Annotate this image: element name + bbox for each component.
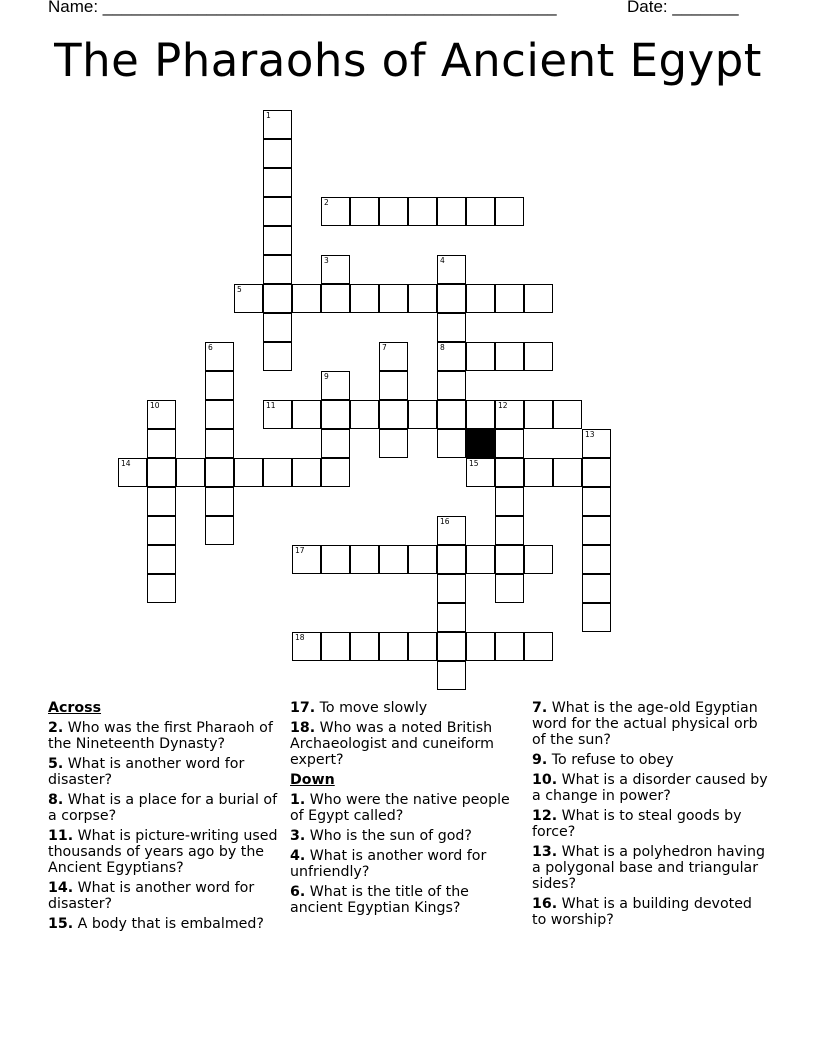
crossword-cell[interactable]	[205, 458, 234, 487]
across-heading: Across	[48, 700, 102, 716]
crossword-cell[interactable]	[263, 284, 292, 313]
crossword-cell[interactable]	[495, 429, 524, 458]
crossword-cell[interactable]	[147, 545, 176, 574]
crossword-cell[interactable]	[582, 574, 611, 603]
crossword-cell[interactable]	[437, 371, 466, 400]
clue-number: 10	[150, 401, 160, 410]
clue-item-number: 8.	[48, 792, 64, 808]
clue-item-number: 12.	[532, 808, 558, 824]
crossword-cell[interactable]	[437, 197, 466, 226]
crossword-cell[interactable]	[321, 545, 350, 574]
crossword-cell[interactable]	[582, 545, 611, 574]
crossword-cell[interactable]	[408, 545, 437, 574]
crossword-cell[interactable]	[263, 342, 292, 371]
crossword-cell[interactable]	[524, 632, 553, 661]
clue-item	[48, 828, 284, 876]
clue-number: 5	[237, 285, 242, 294]
crossword-cell[interactable]	[466, 284, 495, 313]
clue-item-text: What is a place for a burial of a corpse?	[48, 792, 278, 824]
clue-item-text: What is picture-writing used thousands of years ago by the Ancient Egyptians?	[48, 828, 278, 876]
clue-item-number: 11.	[48, 828, 74, 844]
crossword-cell[interactable]	[437, 313, 466, 342]
crossword-cell[interactable]	[350, 197, 379, 226]
clue-item-number: 2.	[48, 720, 64, 736]
crossword-cell[interactable]	[350, 632, 379, 661]
crossword-cell[interactable]	[350, 284, 379, 313]
clue-item	[48, 792, 284, 824]
crossword-cell[interactable]	[234, 458, 263, 487]
page-title: The Pharaohs of Ancient Egypt	[54, 34, 762, 87]
crossword-cell[interactable]	[292, 632, 321, 661]
crossword-cell[interactable]	[205, 516, 234, 545]
crossword-cell[interactable]	[118, 458, 147, 487]
crossword-cell[interactable]	[495, 516, 524, 545]
clue-item-text: What is another word for unfriendly?	[290, 848, 487, 880]
crossword-cell[interactable]	[437, 342, 466, 371]
crossword-cell[interactable]	[495, 342, 524, 371]
crossword-cell[interactable]	[466, 632, 495, 661]
clue-number: 15	[469, 459, 479, 468]
clue-item-number: 14.	[48, 880, 74, 896]
clue-item	[532, 844, 768, 892]
clue-number: 3	[324, 256, 329, 265]
clue-number: 7	[382, 343, 387, 352]
crossword-cell[interactable]	[495, 487, 524, 516]
crossword-cell[interactable]	[379, 342, 408, 371]
clue-item	[532, 772, 768, 804]
crossword-cell[interactable]	[524, 458, 553, 487]
crossword-cell[interactable]	[205, 371, 234, 400]
clues-column-1	[48, 700, 284, 936]
clue-number: 1	[266, 111, 271, 120]
clue-item	[48, 880, 284, 912]
clue-item-text: What is to steal goods by force?	[532, 808, 742, 840]
clue-item	[290, 884, 526, 916]
crossword-cell[interactable]	[437, 574, 466, 603]
crossword-cell[interactable]	[350, 400, 379, 429]
clue-number: 16	[440, 517, 450, 526]
clues-column-3	[532, 700, 768, 932]
crossword-cell[interactable]	[437, 255, 466, 284]
clue-item-number: 9.	[532, 752, 548, 768]
crossword-cell[interactable]	[437, 429, 466, 458]
crossword-cell[interactable]	[495, 574, 524, 603]
clue-item-number: 15.	[48, 916, 74, 932]
clue-item-number: 5.	[48, 756, 64, 772]
clue-item-number: 3.	[290, 828, 306, 844]
clue-item-text: What is a disorder caused by a change in power?	[532, 772, 768, 804]
clue-item	[532, 808, 768, 840]
clues-column-2	[290, 700, 526, 920]
crossword-cell[interactable]	[292, 284, 321, 313]
clue-item-text: What is another word for disaster?	[48, 880, 255, 912]
crossword-cell[interactable]	[437, 603, 466, 632]
crossword-cell[interactable]	[147, 574, 176, 603]
crossword-cell[interactable]	[437, 545, 466, 574]
crossword-cell[interactable]	[582, 516, 611, 545]
crossword-cell[interactable]	[147, 487, 176, 516]
clue-item-text: Who was the first Pharaoh of the Nineteenth Dynasty?	[48, 720, 273, 752]
clue-item-text: Who is the sun of god?	[305, 828, 472, 844]
clue-item-text: To refuse to obey	[547, 752, 674, 768]
clue-item	[290, 792, 526, 824]
crossword-cell[interactable]	[263, 110, 292, 139]
crossword-cell[interactable]	[321, 371, 350, 400]
crossword-cell[interactable]	[524, 284, 553, 313]
clue-item-text: Who was a noted British Archaeologist and cuneiform expert?	[290, 720, 494, 768]
crossword-cell[interactable]	[321, 632, 350, 661]
crossword-cell[interactable]	[379, 545, 408, 574]
crossword-cell[interactable]	[379, 632, 408, 661]
crossword-cell[interactable]	[495, 197, 524, 226]
clue-item-number: 4.	[290, 848, 306, 864]
date-field-label: Date: _______	[627, 0, 739, 16]
crossword-cell[interactable]	[205, 400, 234, 429]
clue-item	[48, 720, 284, 752]
crossword-cell[interactable]	[321, 284, 350, 313]
crossword-cell[interactable]	[350, 545, 379, 574]
clue-item-text: What is another word for disaster?	[48, 756, 245, 788]
crossword-cell[interactable]	[524, 400, 553, 429]
clue-item-number: 13.	[532, 844, 558, 860]
crossword-cell[interactable]	[292, 400, 321, 429]
crossword-cell[interactable]	[263, 226, 292, 255]
crossword-cell[interactable]	[408, 400, 437, 429]
clue-number: 14	[121, 459, 131, 468]
crossword-cell[interactable]	[437, 516, 466, 545]
crossword-cell[interactable]	[321, 400, 350, 429]
clue-number: 12	[498, 401, 508, 410]
crossword-cell[interactable]	[147, 429, 176, 458]
crossword-cell[interactable]	[147, 516, 176, 545]
clue-item-text: Who were the native people of Egypt called?	[290, 792, 510, 824]
crossword-cell[interactable]	[495, 284, 524, 313]
clue-item	[290, 700, 526, 716]
clue-item	[290, 848, 526, 880]
crossword-cell[interactable]	[408, 632, 437, 661]
crossword-cell[interactable]	[466, 458, 495, 487]
clue-item	[532, 700, 768, 748]
crossword-cell[interactable]	[466, 545, 495, 574]
crossword-cell[interactable]	[292, 458, 321, 487]
crossword-cell[interactable]	[205, 429, 234, 458]
clue-item	[290, 828, 526, 844]
clue-item	[48, 916, 284, 932]
crossword-cell[interactable]	[263, 139, 292, 168]
clue-item-text: What is a polyhedron having a polygonal base and triangular sides?	[532, 844, 765, 892]
crossword-cell[interactable]	[437, 632, 466, 661]
clue-item	[290, 720, 526, 768]
crossword-cell[interactable]	[379, 284, 408, 313]
crossword-cell[interactable]	[495, 400, 524, 429]
crossword-cell[interactable]	[147, 400, 176, 429]
crossword-cell[interactable]	[379, 197, 408, 226]
clue-number: 4	[440, 256, 445, 265]
clue-item	[532, 896, 768, 928]
clue-item-number: 17.	[290, 700, 316, 716]
crossword-cell[interactable]	[205, 487, 234, 516]
crossword-cell[interactable]	[408, 284, 437, 313]
crossword-cell[interactable]	[495, 545, 524, 574]
crossword-cell[interactable]	[553, 400, 582, 429]
clue-number: 17	[295, 546, 305, 555]
clue-item-text: To move slowly	[315, 700, 428, 716]
crossword-cell[interactable]	[263, 458, 292, 487]
crossword-cell[interactable]	[437, 284, 466, 313]
name-field-label: Name: ________________________________________________	[48, 0, 557, 16]
crossword-cell[interactable]	[321, 197, 350, 226]
clue-number: 6	[208, 343, 213, 352]
clue-number: 8	[440, 343, 445, 352]
clue-number: 11	[266, 401, 276, 410]
clue-item-text: What is the title of the ancient Egyptian Kings?	[290, 884, 469, 916]
clue-number: 9	[324, 372, 329, 381]
clue-item-text: What is the age-old Egyptian word for the actual physical orb of the sun?	[532, 700, 758, 748]
clue-item-number: 6.	[290, 884, 306, 900]
crossword-cell[interactable]	[379, 429, 408, 458]
clue-item-number: 7.	[532, 700, 548, 716]
crossword-cell[interactable]	[524, 342, 553, 371]
crossword-cell[interactable]	[292, 545, 321, 574]
crossword-cell[interactable]	[524, 545, 553, 574]
crossword-cell[interactable]	[147, 458, 176, 487]
clue-item-number: 18.	[290, 720, 316, 736]
crossword-cell[interactable]	[495, 632, 524, 661]
clue-item-number: 16.	[532, 896, 558, 912]
crossword-cell[interactable]	[582, 429, 611, 458]
clue-item-text: What is a building devoted to worship?	[532, 896, 752, 928]
crossword-cell[interactable]	[437, 400, 466, 429]
clue-number: 2	[324, 198, 329, 207]
crossword-cell[interactable]	[263, 197, 292, 226]
crossword-cell[interactable]	[437, 661, 466, 690]
crossword-cell[interactable]	[321, 458, 350, 487]
blocked-cell	[466, 429, 495, 458]
crossword-cell[interactable]	[408, 197, 437, 226]
crossword-cell[interactable]	[263, 400, 292, 429]
crossword-cell[interactable]	[234, 284, 263, 313]
crossword-cell[interactable]	[176, 458, 205, 487]
down-heading: Down	[290, 772, 335, 788]
crossword-cell[interactable]	[263, 313, 292, 342]
crossword-cell[interactable]	[582, 603, 611, 632]
crossword-cell[interactable]	[263, 255, 292, 284]
clue-item	[532, 752, 768, 768]
crossword-cell[interactable]	[466, 197, 495, 226]
crossword-cell[interactable]	[263, 168, 292, 197]
crossword-cell[interactable]	[379, 371, 408, 400]
crossword-cell[interactable]	[205, 342, 234, 371]
crossword-cell[interactable]	[466, 400, 495, 429]
crossword-cell[interactable]	[495, 458, 524, 487]
crossword-cell[interactable]	[553, 458, 582, 487]
clue-item-number: 1.	[290, 792, 306, 808]
crossword-cell[interactable]	[582, 487, 611, 516]
crossword-cell[interactable]	[379, 400, 408, 429]
clue-item-text: A body that is embalmed?	[73, 916, 264, 932]
clue-item-number: 10.	[532, 772, 558, 788]
crossword-cell[interactable]	[582, 458, 611, 487]
crossword-cell[interactable]	[321, 429, 350, 458]
crossword-cell[interactable]	[466, 342, 495, 371]
clue-number: 18	[295, 633, 305, 642]
clue-item	[48, 756, 284, 788]
crossword-cell[interactable]	[321, 255, 350, 284]
clue-number: 13	[585, 430, 595, 439]
